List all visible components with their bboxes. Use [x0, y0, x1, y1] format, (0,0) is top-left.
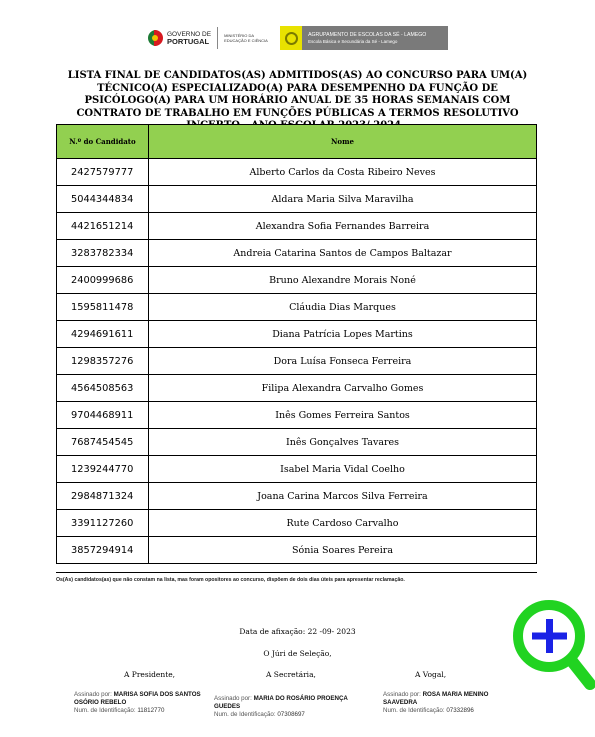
school-subtitle: Escola Básica e Secundária da Sé - Lamego: [308, 38, 398, 44]
candidate-name: Andreia Catarina Santos de Campos Baltazar: [149, 240, 537, 267]
candidate-name: Rute Cardoso Carvalho: [149, 510, 537, 537]
candidate-name: Alberto Carlos da Costa Ribeiro Neves: [149, 159, 537, 186]
column-header-name: Nome: [149, 125, 537, 159]
portugal-emblem-icon: [148, 27, 164, 49]
signature-label: Assinado por:: [214, 695, 252, 702]
candidate-number: 2427579777: [57, 159, 149, 186]
table-row: [57, 375, 537, 402]
role-vogal: A Vogal,: [415, 670, 447, 679]
candidate-name: Alexandra Sofia Fernandes Barreira: [149, 213, 537, 240]
jury-heading: O Júri de Seleção,: [263, 649, 332, 658]
candidate-number: 3391127260: [57, 510, 149, 537]
gov-line2: PORTUGAL: [167, 37, 210, 46]
signature-secretary: [214, 695, 374, 719]
table-row: [57, 240, 537, 267]
signature-label: Assinado por:: [383, 691, 421, 698]
zoom-in-icon[interactable]: [508, 598, 595, 693]
table-row: [57, 537, 537, 564]
signer-id: 07308697: [277, 711, 305, 718]
government-logo: [148, 26, 211, 50]
table-row: [57, 510, 537, 537]
candidate-name: Bruno Alexandre Morais Noné: [149, 267, 537, 294]
table-row: [57, 213, 537, 240]
table-row: [57, 267, 537, 294]
candidate-number: 7687454545: [57, 429, 149, 456]
document-title: LISTA FINAL DE CANDIDATOS(AS) ADMITIDOS(AS) AO CONCURSO PARA UM(A) TÉCNICO(A) ESPECIALIZADO(A) PARA DESEMPENHO DA FUNÇÃO DE PSICÓLOGO(A) PARA UM HORÁRIO ANUAL DE 35 HORAS SEMANAIS COM CONTRATO DE TRABALHO EM FUNÇÕES PÚBLICAS A TERMOS RESOLUTIVO: [67, 70, 528, 119]
column-header-number: N.º do Candidato: [57, 125, 149, 159]
table-row: [57, 348, 537, 375]
posting-date: Data de afixação: 22 -09- 2023: [239, 627, 356, 636]
candidate-number: 3283782334: [57, 240, 149, 267]
table-row: [57, 456, 537, 483]
candidate-name: Inês Gomes Ferreira Santos: [149, 402, 537, 429]
candidate-name: Diana Patrícia Lopes Martins: [149, 321, 537, 348]
signature-label: Assinado por:: [74, 691, 112, 698]
table-header-row: [57, 125, 537, 159]
header-logos: [148, 24, 448, 52]
candidate-number: 5044344834: [57, 186, 149, 213]
table-row: [57, 402, 537, 429]
signature-id-label: Num. de Identificação:: [214, 711, 276, 718]
signer-name: MARISA SOFIA DOS SANTOS OSÓRIO REBELO: [74, 691, 201, 706]
ministry-label: MINISTÉRIO DA EDUCAÇÃO E CIÊNCIA: [224, 33, 268, 43]
candidate-number: 9704468911: [57, 402, 149, 429]
gov-line1: GOVERNO DE: [167, 31, 212, 38]
candidate-number: 4421651214: [57, 213, 149, 240]
signature-vogal: [383, 691, 513, 715]
candidate-name: Cláudia Dias Marques: [149, 294, 537, 321]
candidate-number: 1595811478: [57, 294, 149, 321]
candidate-name: Sónia Soares Pereira: [149, 537, 537, 564]
table-row: [57, 186, 537, 213]
candidates-table: [56, 124, 537, 564]
candidate-number: 2984871324: [57, 483, 149, 510]
table-bottom-rule: [56, 572, 537, 573]
candidate-number: 4564508563: [57, 375, 149, 402]
role-president: A Presidente,: [124, 670, 176, 679]
role-secretary: A Secretária,: [266, 670, 316, 679]
table-row: [57, 294, 537, 321]
candidate-number: 4294691611: [57, 321, 149, 348]
signature-president: [74, 691, 204, 715]
signature-id-label: Num. de Identificação:: [383, 707, 445, 714]
candidate-name: Dora Luísa Fonseca Ferreira: [149, 348, 537, 375]
table-row: [57, 429, 537, 456]
school-logo: [280, 26, 448, 50]
table-row: [57, 321, 537, 348]
school-badge-icon: [280, 26, 302, 50]
signature-id-label: Num. de Identificação:: [74, 707, 136, 714]
candidate-name: Joana Carina Marcos Silva Ferreira: [149, 483, 537, 510]
complaint-note: Os(As) candidatos(as) que não constam na lista, mas foram opositores ao concurso, dispõem de dois dias úteis para apresentar reclamação.: [56, 577, 405, 583]
signer-name: MARIA DO ROSÁRIO PROENÇA GUEDES: [214, 695, 348, 710]
candidate-name: Filipa Alexandra Carvalho Gomes: [149, 375, 537, 402]
logo-divider: [217, 27, 218, 49]
table-row: [57, 483, 537, 510]
signer-id: 11812770: [137, 707, 165, 714]
table-row: [57, 159, 537, 186]
candidate-number: 2400999686: [57, 267, 149, 294]
candidate-number: 3857294914: [57, 537, 149, 564]
candidate-name: Inês Gonçalves Tavares: [149, 429, 537, 456]
signer-name: ROSA MARIA MENINO SAAVEDRA: [383, 691, 489, 706]
candidate-name: Isabel Maria Vidal Coelho: [149, 456, 537, 483]
school-name: AGRUPAMENTO DE ESCOLAS DA SÉ - LAMEGO: [308, 31, 427, 38]
signer-id: 07332896: [446, 707, 474, 714]
candidate-name: Aldara Maria Silva Maravilha: [149, 186, 537, 213]
candidate-number: 1239244770: [57, 456, 149, 483]
candidate-number: 1298357276: [57, 348, 149, 375]
